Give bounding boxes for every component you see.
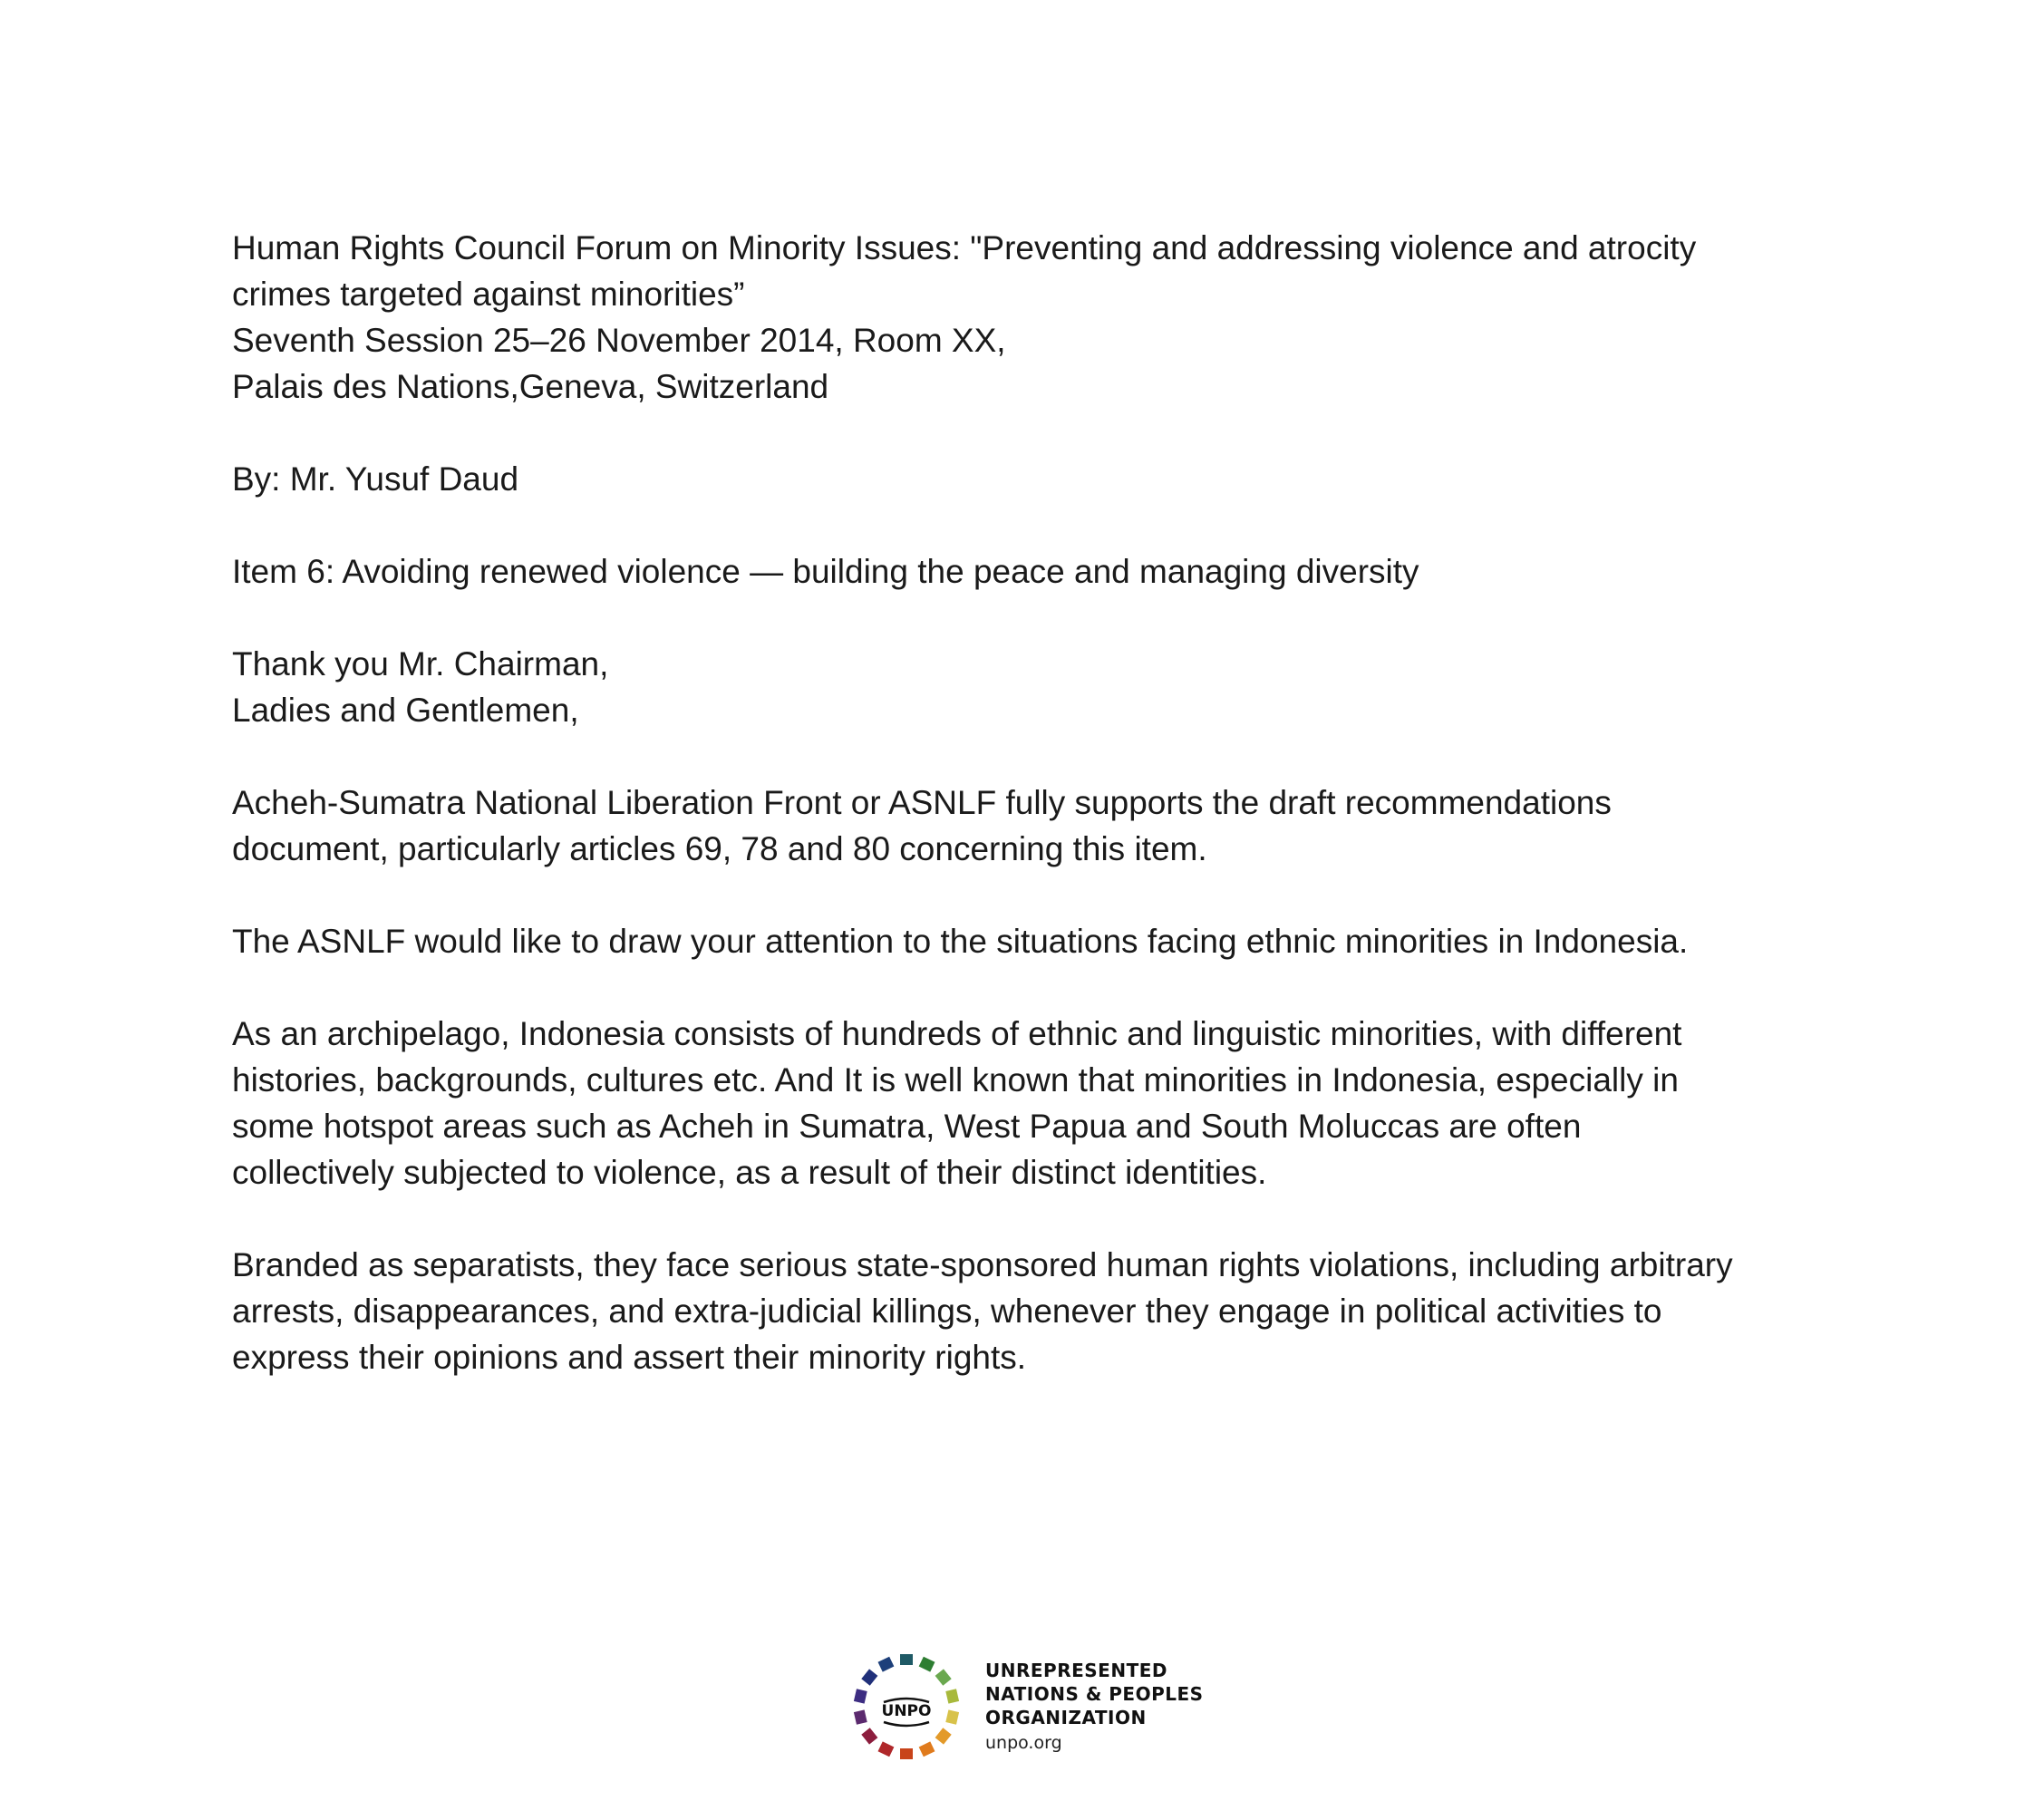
paragraph (232, 1242, 1845, 1380)
ring-segment (919, 1741, 935, 1757)
paragraph-line: Acheh-Sumatra National Liberation Front or ASNLF fully supports the draft recommendations (232, 784, 1612, 821)
ring-segment (945, 1709, 959, 1724)
organization-name-line-3: ORGANIZATION (985, 1707, 1147, 1728)
paragraph-line: document, particularly articles 69, 78 and 80 concerning this item. (232, 830, 1207, 867)
agenda-item: Item 6: Avoiding renewed violence — building the peace and managing diversity (232, 553, 1419, 590)
organization-url: unpo.org (985, 1733, 1062, 1753)
unpo-emblem-icon (848, 1648, 965, 1766)
paragraph-line: collectively subjected to violence, as a result of their distinct identities. (232, 1154, 1267, 1191)
ring-segment (861, 1728, 877, 1744)
paragraph-line: arrests, disappearances, and extra-judicial killings, whenever they engage in political activities to (232, 1292, 1662, 1330)
ring-segment (935, 1728, 952, 1744)
ring-segment (919, 1657, 935, 1672)
organization-name (985, 1659, 1204, 1729)
organization-name-line-1: UNREPRESENTED (985, 1660, 1167, 1681)
venue-line: Palais des Nations,Geneva, Switzerland (232, 368, 829, 405)
ring-segment (854, 1689, 867, 1703)
ring-segment (854, 1709, 867, 1724)
emblem-text: UNPO (881, 1702, 932, 1720)
paragraph-line: As an archipelago, Indonesia consists of hundreds of ethnic and linguistic minorities, with different (232, 1015, 1682, 1052)
paragraph-line: Branded as separatists, they face serious state-sponsored human rights violations, including arbitrary (232, 1246, 1733, 1283)
ring-segment (945, 1689, 959, 1703)
ring-segment (878, 1741, 895, 1757)
byline: By: Mr. Yusuf Daud (232, 460, 519, 498)
unpo-logo (848, 1648, 1210, 1766)
paragraph-line: express their opinions and assert their minority rights. (232, 1339, 1027, 1376)
ring-segment (900, 1748, 913, 1759)
ring-segment (861, 1669, 877, 1685)
paragraph-line: histories, backgrounds, cultures etc. And It is well known that minorities in Indonesia, especially in (232, 1061, 1679, 1099)
paragraph (232, 918, 1845, 964)
forum-title-line-1: Human Rights Council Forum on Minority Issues: "Preventing and addressing violence and atrocity (232, 229, 1697, 266)
paragraph-line: some hotspot areas such as Acheh in Sumatra, West Papua and South Moluccas are often (232, 1108, 1582, 1145)
ring-segment (935, 1669, 952, 1685)
greeting-line-2: Ladies and Gentlemen, (232, 692, 579, 729)
paragraph (232, 1011, 1845, 1196)
statement-body (232, 225, 1845, 1380)
forum-title-line-2: crimes targeted against minorities” (232, 276, 745, 313)
greeting-line-1: Thank you Mr. Chairman, (232, 645, 609, 682)
ring-segment (900, 1654, 913, 1665)
organization-name-line-2: NATIONS & PEOPLES (985, 1683, 1204, 1705)
ring-segment (878, 1657, 895, 1672)
paragraph (232, 779, 1845, 872)
session-line: Seventh Session 25–26 November 2014, Room XX, (232, 322, 1006, 359)
paragraph-line: The ASNLF would like to draw your attention to the situations facing ethnic minorities in Indonesia. (232, 923, 1689, 960)
